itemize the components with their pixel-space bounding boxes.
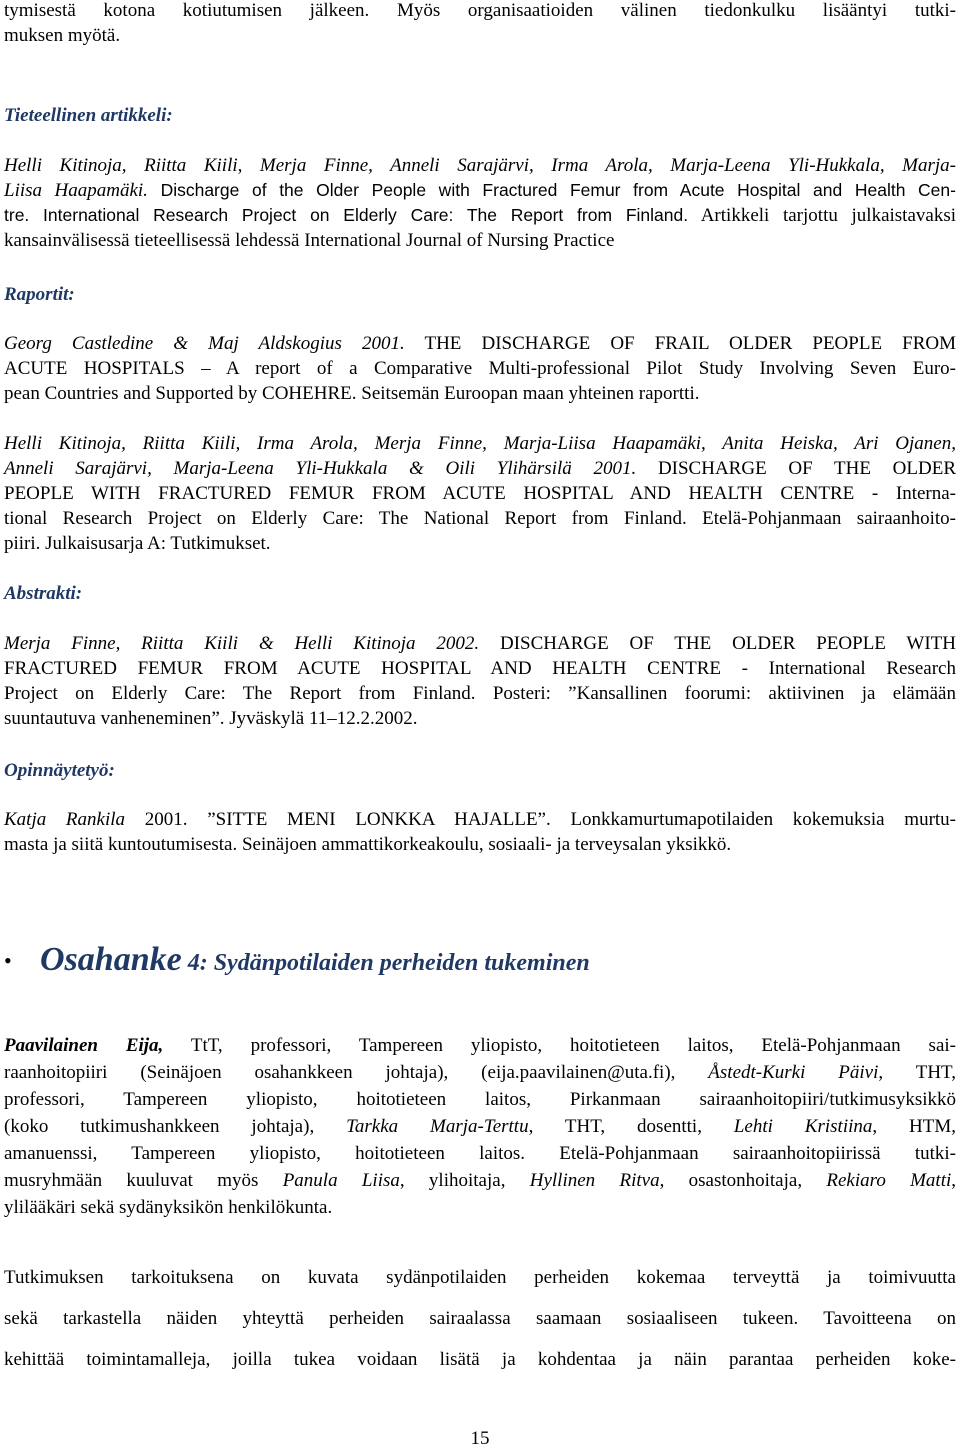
article-title: Discharge of the Older People with Fractured Femur from Acute Hospital and Health Cen- (147, 180, 956, 200)
text-line: Helli Kitinoja, Riitta Kiili, Irma Arola, Merja Finne, Marja-Liisa Haapamäki, Anita Heiska, Ari Ojanen, (4, 433, 956, 454)
text-line (4, 153, 956, 178)
bullet-icon: • (4, 948, 12, 973)
text-line: kansainvälisessä tieteellisessä lehdessä International Journal of Nursing Practice (4, 230, 615, 251)
text-line (4, 203, 956, 228)
text-run: , ylihoitaja, (399, 1170, 530, 1191)
report-authors: Anneli Sarajärvi, Marja-Leena Yli-Hukkala & Oili Ylihärsilä 2001. (4, 458, 637, 479)
heading-abstract: Abstrakti: (4, 583, 83, 604)
abstract-title: DISCHARGE OF THE OLDER PEOPLE WITH (479, 633, 956, 654)
text-run: , HTM, (872, 1116, 956, 1137)
person-name: Tarkka Marja-Terttu (346, 1116, 529, 1137)
text-line: ACUTE HOSPITALS – A report of a Comparative Multi-professional Pilot Study Involving Seven Euro- (4, 358, 956, 379)
report-1 (4, 331, 956, 406)
person-name: Åstedt-Kurki Päivi (708, 1062, 879, 1083)
report-title: THE DISCHARGE OF FRAIL OLDER PEOPLE FROM (404, 333, 956, 354)
heading-reports: Raportit: (4, 284, 75, 305)
text-line: Project on Elderly Care: The Report from Finland. Posteri: ”Kansallinen foorumi: aktiivinen ja elämään (4, 683, 956, 704)
person-name: Rekiaro Matti (826, 1170, 952, 1191)
intro-paragraph (4, 0, 956, 48)
text-line (4, 631, 956, 656)
text-line (4, 1032, 956, 1059)
thesis-title: 2001. ”SITTE MENI LONKKA HAJALLE”. Lonkkamurtumapotilaiden kokemuksia murtu- (125, 809, 957, 830)
text-run: , osastonhoitaja, (659, 1170, 827, 1191)
text-run: , THT, (878, 1062, 956, 1083)
article-authors: Helli Kitinoja, Riitta Kiili, Merja Finne, Anneli Sarajärvi, Irma Arola, Marja-Leena Yli-Hukkala, Marja- (4, 155, 956, 176)
article-note: Artikkeli tarjottu julkaistavaksi (688, 205, 956, 226)
text-run: (koko tutkimushankkeen johtaja), (4, 1116, 347, 1137)
purpose-paragraph (4, 1264, 956, 1374)
text-line (4, 456, 956, 481)
text-line (4, 1167, 956, 1194)
text-line: FRACTURED FEMUR FROM ACUTE HOSPITAL AND HEALTH CENTRE - International Research (4, 658, 956, 679)
article-paragraph (4, 153, 956, 253)
text-line: suuntautuva vanheneminen”. Jyväskylä 11–12.2.2002. (4, 708, 418, 729)
text-line: professori, Tampereen yliopisto, hoitotieteen laitos, Pirkanmaan sairaanhoitopiiri/tutkimusyksikkö (4, 1089, 956, 1110)
text-line: sekä tarkastella näiden yhteyttä perheiden sairaalassa saamaan sosiaaliseen tukeen. Tavoitteena on (4, 1308, 956, 1329)
report-2 (4, 431, 956, 556)
text-line: pean Countries and Supported by COHEHRE. Seitsemän Euroopan maan yhteinen raportti. (4, 383, 700, 404)
text-line (4, 1059, 956, 1086)
heading-article: Tieteellinen artikkeli: (4, 105, 173, 126)
text-line: amanuenssi, Tampereen yliopisto, hoitotieteen laitos. Etelä-Pohjanmaan sairaanhoitopiirissä tutki- (4, 1143, 956, 1164)
article-title-end: tre. International Research Project on Elderly Care: The Report from Finland. (4, 205, 689, 225)
text-run: , THT, dosentti, (528, 1116, 734, 1137)
heading-thesis: Opinnäytetyö: (4, 760, 115, 781)
people-paragraph (4, 1032, 956, 1221)
thesis-paragraph (4, 807, 956, 857)
section-heading-osahanke (4, 938, 956, 982)
text-line (4, 178, 956, 203)
thesis-author: Katja Rankila (4, 809, 126, 830)
report-authors: Georg Castledine & Maj Aldskogius 2001. (4, 333, 405, 354)
abstract-paragraph (4, 631, 956, 731)
article-authors-end: Liisa Haapamäki. (4, 180, 148, 201)
text-line: tional Research Project on Elderly Care: The National Report from Finland. Etelä-Pohjanmaan sairaanhoito- (4, 508, 956, 529)
text-line: ylilääkäri sekä sydänyksikön henkilökunta. (4, 1197, 333, 1218)
text-line: piiri. Julkaisusarja A: Tutkimukset. (4, 533, 271, 554)
person-name: Panula Liisa (282, 1170, 400, 1191)
section-title-word: Osahanke (40, 941, 182, 978)
section-title (40, 938, 590, 987)
lead-description: TtT, professori, Tampereen yliopisto, hoitotieteen laitos, Etelä-Pohjanmaan sai- (163, 1035, 956, 1056)
person-name: Lehti Kristiina (733, 1116, 873, 1137)
abstract-authors: Merja Finne, Riitta Kiili & Helli Kitinoja 2002. (4, 633, 480, 654)
text-run: , (951, 1170, 957, 1191)
text-line: tymisestä kotona kotiutumisen jälkeen. Myös organisaatioiden välinen tiedonkulku lisääntyi tutki- (4, 0, 956, 21)
section-title-rest: 4: Sydänpotilaiden perheiden tukeminen (181, 950, 590, 976)
report-title: DISCHARGE OF THE OLDER (636, 458, 957, 479)
text-line: PEOPLE WITH FRACTURED FEMUR FROM ACUTE HOSPITAL AND HEALTH CENTRE - Interna- (4, 483, 956, 504)
text-line: muksen myötä. (4, 25, 121, 46)
text-line: Tutkimuksen tarkoituksena on kuvata sydänpotilaiden perheiden kokemaa terveyttä ja toimivuutta (4, 1267, 956, 1288)
text-run: raanhoitopiiri (Seinäjoen osahankkeen johtaja), (eija.paavilainen@uta.fi), (4, 1062, 709, 1083)
text-line (4, 1113, 956, 1140)
text-line: kehittää toimintamalleja, joilla tukea voidaan lisätä ja kohdentaa ja näin parantaa perheiden koke- (4, 1349, 956, 1370)
lead-name: Paavilainen Eija, (4, 1035, 164, 1056)
text-line (4, 807, 956, 832)
text-run: musryhmään kuuluvat myös (4, 1170, 283, 1191)
text-line: masta ja siitä kuntoutumisesta. Seinäjoen ammattikorkeakoulu, sosiaali- ja terveysalan yksikkö. (4, 834, 732, 855)
text-line (4, 331, 956, 356)
person-name: Hyllinen Ritva (529, 1170, 660, 1191)
page-number: 15 (470, 1428, 490, 1449)
